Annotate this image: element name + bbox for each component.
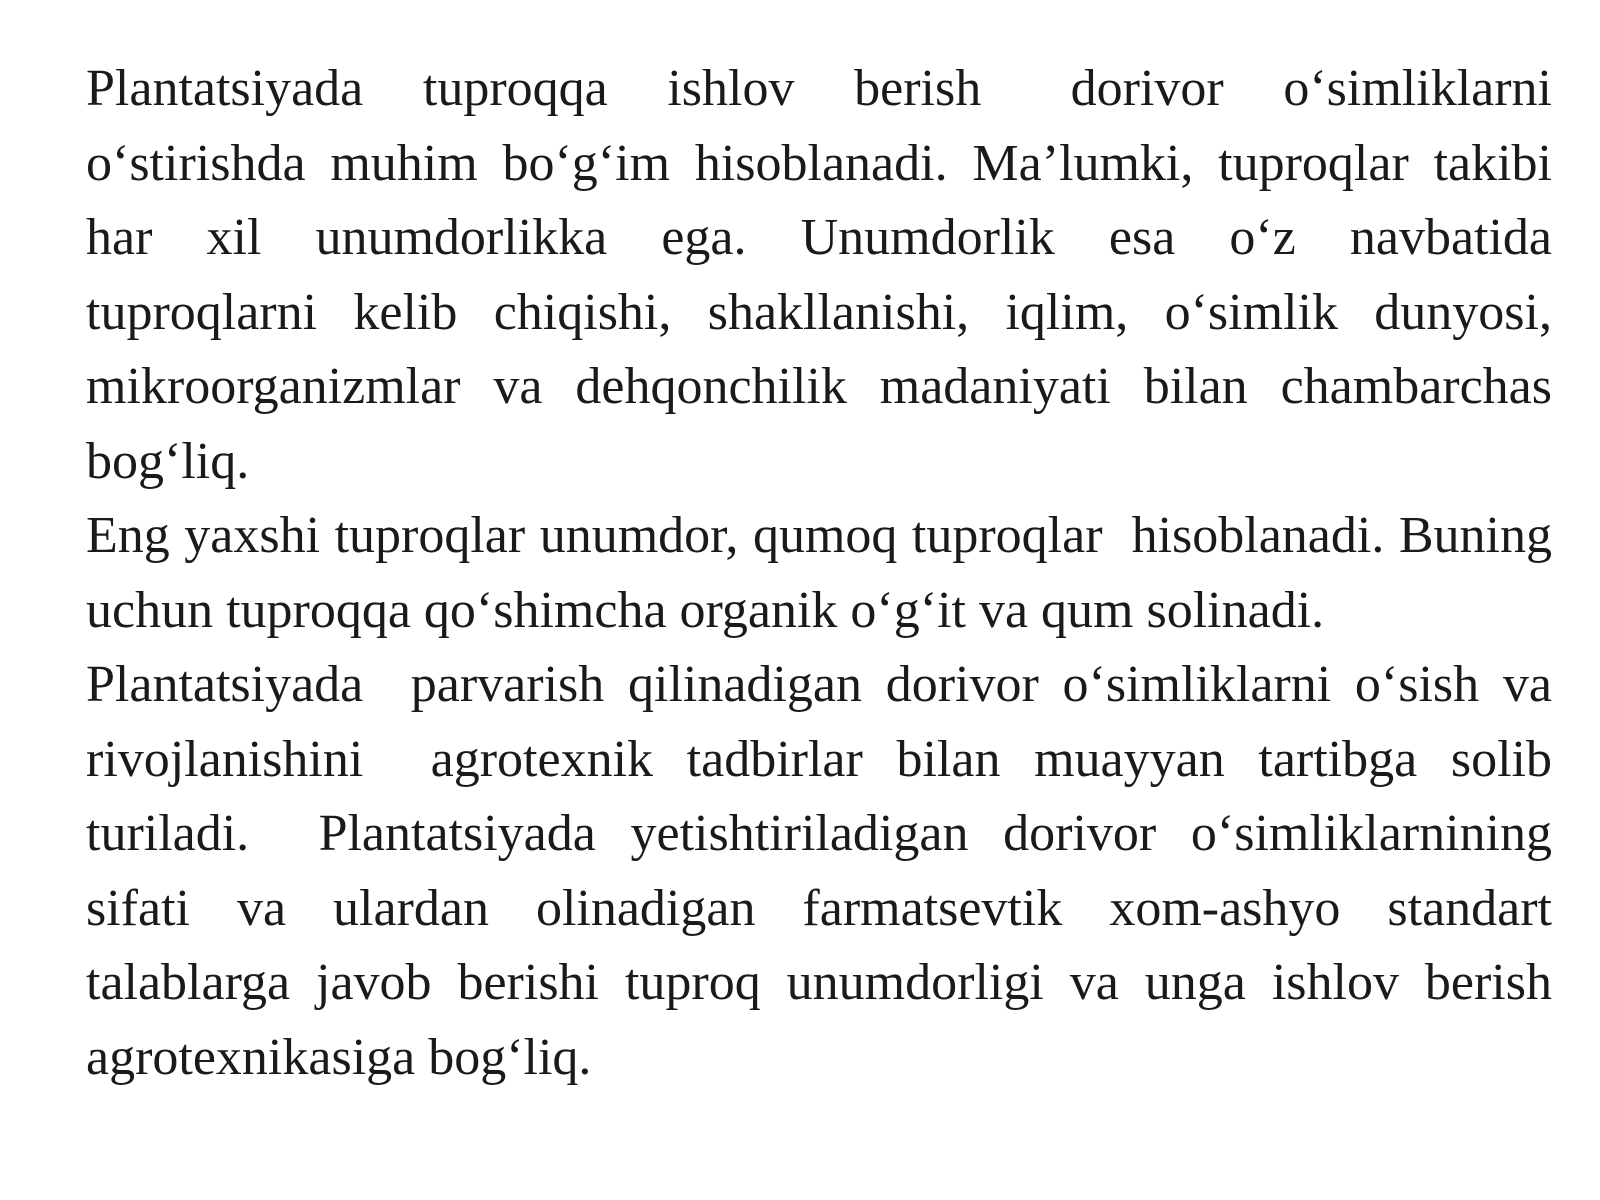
paragraph-best-soils: Eng yaxshi tuproqlar unumdor, qumoq tuproqlar hisoblanadi. Buning uchun tuproqqa qo‘shimcha organik o‘g‘it va qum solinadi. <box>86 507 1565 639</box>
document-body <box>86 52 1578 1095</box>
paragraph-plantation-care: Plantatsiyada parvarish qilinadigan dorivor o‘simliklarni o‘sish va rivojlanishini agrotexnik tadbirlar bilan muayyan tartibga solib turiladi. Plantatsiyada yetishtiriladigan dorivor o‘simliklarnining sifati va ulardan olinadigan farmatsevtik xom-ashyo standart talablarga javob berishi tuproq unumdorligi va unga ishlov berish agrotexnikasiga bog‘liq. <box>86 656 1565 1086</box>
paragraph-soil-tillage: Plantatsiyada tuproqqa ishlov berish dorivor o‘simliklarni o‘stirishda muhim bo‘g‘im hisoblanadi. Ma’lumki, tuproqlar takibi har xil unumdorlikka ega. Unumdorlik esa o‘z navbatida tuproqlarni kelib chiqishi, shakllanishi, iqlim, o‘simlik dunyosi, mikroorganizmlar va dehqonchilik madaniyati bilan chambarchas bog‘liq. <box>86 60 1578 490</box>
